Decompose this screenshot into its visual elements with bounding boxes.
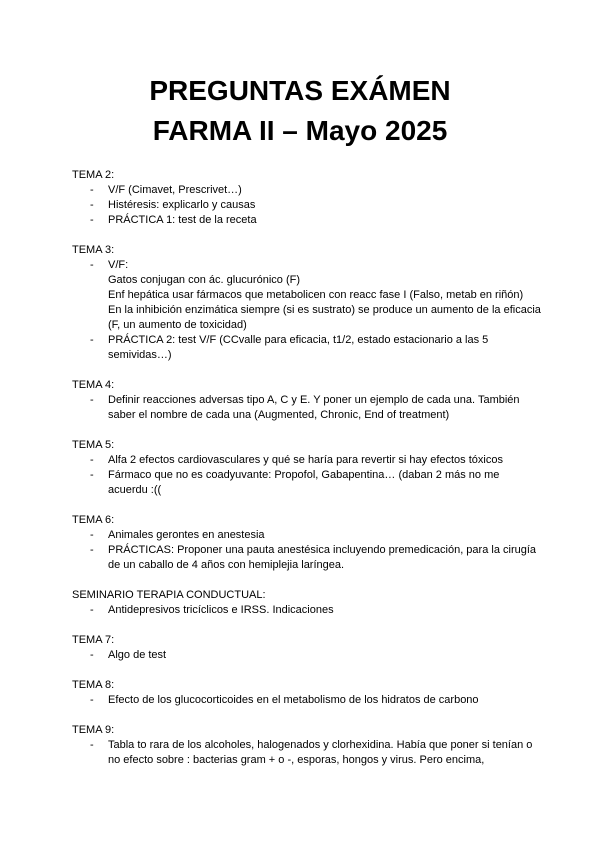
question-text: - Definir reacciones adversas tipo A, C y E. Y poner un ejemplo de cada una. También saber el nombre de cada una (Augmented, Chronic, End of treatment) (108, 394, 520, 421)
question-list (72, 648, 542, 663)
exam-section (72, 588, 542, 618)
question-item (72, 453, 542, 468)
question-item (72, 528, 542, 543)
question-subline: En la inhibición enzimática siempre (si es sustrato) se produce un aumento de la eficacia (F, un aumento de toxicidad) (108, 304, 541, 331)
section-title: TEMA 8: (72, 679, 115, 691)
question-text: - PRÁCTICAS: Proponer una pauta anestésica incluyendo premedicación, para la cirugía de un caballo de 4 años con hemiplejia laríngea. (108, 544, 537, 571)
question-list (72, 393, 542, 423)
question-text: - Alfa 2 efectos cardiovasculares y qué se haría para revertir si hay efectos tóxicos (108, 454, 503, 466)
question-item (72, 738, 542, 768)
section-title: TEMA 7: (72, 634, 115, 646)
document-body (72, 168, 542, 783)
question-text: - Fármaco que no es coadyuvante: Propofol, Gabapentina… (daban 2 más no me acuerdu :(( (108, 469, 500, 496)
question-text: - Efecto de los glucocorticoides en el metabolismo de los hidratos de carbono (108, 694, 479, 706)
exam-section (72, 378, 542, 423)
exam-section (72, 438, 542, 498)
exam-section (72, 168, 542, 228)
exam-section (72, 243, 542, 363)
question-item (72, 258, 542, 333)
question-text: - PRÁCTICA 2: test V/F (CCvalle para eficacia, t1/2, estado estacionario a las 5 semividas…) (108, 334, 489, 361)
exam-section (72, 513, 542, 573)
exam-section (72, 633, 542, 663)
question-item (72, 183, 542, 198)
question-subline: Gatos conjugan con ác. glucurónico (F) (108, 274, 300, 286)
section-title: TEMA 3: (72, 244, 115, 256)
document-title-line-1: PREGUNTAS EXÁMEN (149, 75, 451, 106)
document-title-line-2: FARMA II – Mayo 2025 (152, 115, 448, 146)
question-item (72, 333, 542, 363)
question-item (72, 198, 542, 213)
question-item (72, 603, 542, 618)
question-text: - Histéresis: explicarlo y causas (108, 199, 256, 211)
question-item (72, 543, 542, 573)
question-list (72, 183, 542, 228)
question-list (72, 528, 542, 573)
section-title: TEMA 9: (72, 724, 115, 736)
question-list (72, 453, 542, 498)
question-text: - V/F (Cimavet, Prescrivet…) (108, 184, 242, 196)
question-text: - Antidepresivos tricíclicos e IRSS. Indicaciones (108, 604, 334, 616)
question-subline: Enf hepática usar fármacos que metabolicen con reacc fase I (Falso, metab en riñón) (108, 289, 524, 301)
exam-section (72, 723, 542, 768)
section-title: TEMA 5: (72, 439, 115, 451)
question-item (72, 213, 542, 228)
section-title: TEMA 6: (72, 514, 115, 526)
question-list (72, 258, 542, 363)
question-text: - PRÁCTICA 1: test de la receta (108, 214, 257, 226)
question-item (72, 393, 542, 423)
question-text: - Tabla to rara de los alcoholes, halogenados y clorhexidina. Había que poner si tenían o no efecto sobre : bacterias gram + o -, esporas, hongos y virus. Pero encima, (108, 739, 533, 766)
section-title: SEMINARIO TERAPIA CONDUCTUAL: (72, 589, 266, 601)
question-text: - Animales gerontes en anestesia (108, 529, 265, 541)
question-item (72, 648, 542, 663)
question-item (72, 468, 542, 498)
question-list (72, 603, 542, 618)
exam-section (72, 678, 542, 708)
question-list (72, 693, 542, 708)
section-title: TEMA 4: (72, 379, 115, 391)
question-text: - Algo de test (108, 649, 167, 661)
question-item (72, 693, 542, 708)
question-list (72, 738, 542, 768)
section-title: TEMA 2: (72, 169, 115, 181)
question-text: - V/F: (108, 259, 129, 271)
